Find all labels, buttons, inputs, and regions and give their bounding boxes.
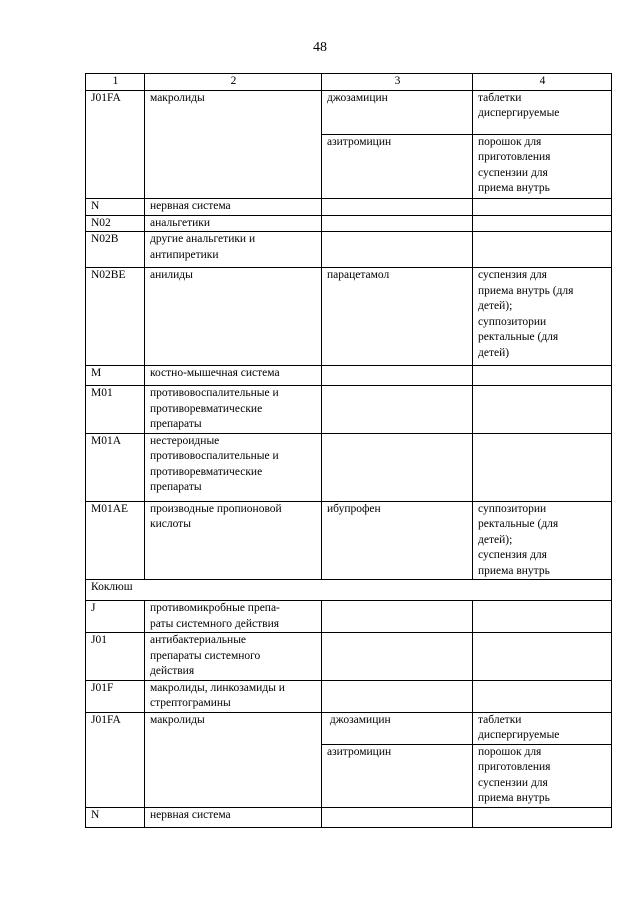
atc-code-cell: N02B <box>86 232 145 268</box>
dosage-form-cell <box>473 601 612 633</box>
dosage-form-cell <box>473 198 612 215</box>
dosage-form-cell: таблетки диспергируемые <box>473 90 612 134</box>
dosage-form-cell: таблетки диспергируемые <box>473 712 612 744</box>
table-row <box>86 601 612 633</box>
drug-name-cell <box>322 680 473 712</box>
table-row <box>86 366 612 386</box>
group-name-cell: макролиды, линкозамиды и стрептограмины <box>145 680 322 712</box>
table-row <box>86 633 612 681</box>
table-row <box>86 90 612 134</box>
atc-code-cell: M01AE <box>86 501 145 580</box>
dosage-form-cell <box>473 680 612 712</box>
atc-code-cell: M01A <box>86 433 145 501</box>
drug-name-cell <box>322 198 473 215</box>
header-cell: 3 <box>322 74 473 91</box>
drug-table <box>85 73 612 828</box>
atc-code-cell: N <box>86 198 145 215</box>
group-name-cell: другие анальгетики и антипиретики <box>145 232 322 268</box>
dosage-form-cell <box>473 366 612 386</box>
table-row <box>86 433 612 501</box>
atc-code-cell: N02 <box>86 215 145 232</box>
atc-code-cell: J01F <box>86 680 145 712</box>
table-row <box>86 712 612 744</box>
table-header-row <box>86 74 612 91</box>
group-name-cell: макролиды <box>145 90 322 198</box>
group-name-cell: костно-мышечная система <box>145 366 322 386</box>
drug-name-cell <box>322 433 473 501</box>
dosage-form-cell <box>473 215 612 232</box>
section-row <box>86 580 612 601</box>
dosage-form-cell <box>473 807 612 827</box>
drug-name-cell <box>322 807 473 827</box>
group-name-cell: противовоспалительные и противоревматические препараты <box>145 386 322 434</box>
group-name-cell: противомикробные препа- раты системного действия <box>145 601 322 633</box>
atc-code-cell: M <box>86 366 145 386</box>
table-body <box>86 74 612 828</box>
drug-name-cell <box>322 232 473 268</box>
atc-code-cell: J01FA <box>86 712 145 807</box>
atc-code-cell: M01 <box>86 386 145 434</box>
atc-code-cell: J01 <box>86 633 145 681</box>
drug-name-cell <box>322 366 473 386</box>
header-cell: 2 <box>145 74 322 91</box>
table-row <box>86 501 612 580</box>
atc-code-cell: J01FA <box>86 90 145 198</box>
table-row <box>86 386 612 434</box>
dosage-form-cell <box>473 633 612 681</box>
drug-name-cell: джозамицин <box>322 712 473 744</box>
group-name-cell: анилиды <box>145 268 322 366</box>
drug-name-cell: джозамицин <box>322 90 473 134</box>
drug-name-cell <box>322 386 473 434</box>
group-name-cell: нестероидные противовоспалительные и противоревматические препараты <box>145 433 322 501</box>
atc-code-cell: N02BE <box>86 268 145 366</box>
table-row <box>86 232 612 268</box>
table-row <box>86 215 612 232</box>
group-name-cell: анальгетики <box>145 215 322 232</box>
section-title: Коклюш <box>86 580 612 601</box>
page-number: 48 <box>313 40 327 55</box>
atc-code-cell: J <box>86 601 145 633</box>
group-name-cell: нервная система <box>145 198 322 215</box>
drug-name-cell: парацетамол <box>322 268 473 366</box>
atc-code-cell: N <box>86 807 145 827</box>
group-name-cell: макролиды <box>145 712 322 807</box>
dosage-form-cell <box>473 232 612 268</box>
table-row <box>86 268 612 366</box>
header-cell: 4 <box>473 74 612 91</box>
dosage-form-cell: суппозитории ректальные (для детей); суспензия для приема внутрь <box>473 501 612 580</box>
table-row <box>86 680 612 712</box>
group-name-cell: антибактериальные препараты системного действия <box>145 633 322 681</box>
header-cell: 1 <box>86 74 145 91</box>
drug-name-cell <box>322 215 473 232</box>
table-row <box>86 807 612 827</box>
dosage-form-cell: суспензия для приема внутрь (для детей); суппозитории ректальные (для детей) <box>473 268 612 366</box>
dosage-form-cell <box>473 433 612 501</box>
dosage-form-cell <box>473 386 612 434</box>
drug-name-cell: азитромицин <box>322 744 473 807</box>
dosage-form-cell: порошок для приготовления суспензии для приема внутрь <box>473 134 612 198</box>
drug-name-cell: ибупрофен <box>322 501 473 580</box>
table-row <box>86 198 612 215</box>
drug-name-cell <box>322 601 473 633</box>
drug-name-cell: азитромицин <box>322 134 473 198</box>
dosage-form-cell: порошок для приготовления суспензии для приема внутрь <box>473 744 612 807</box>
group-name-cell: производные пропионовой кислоты <box>145 501 322 580</box>
drug-name-cell <box>322 633 473 681</box>
group-name-cell: нервная система <box>145 807 322 827</box>
